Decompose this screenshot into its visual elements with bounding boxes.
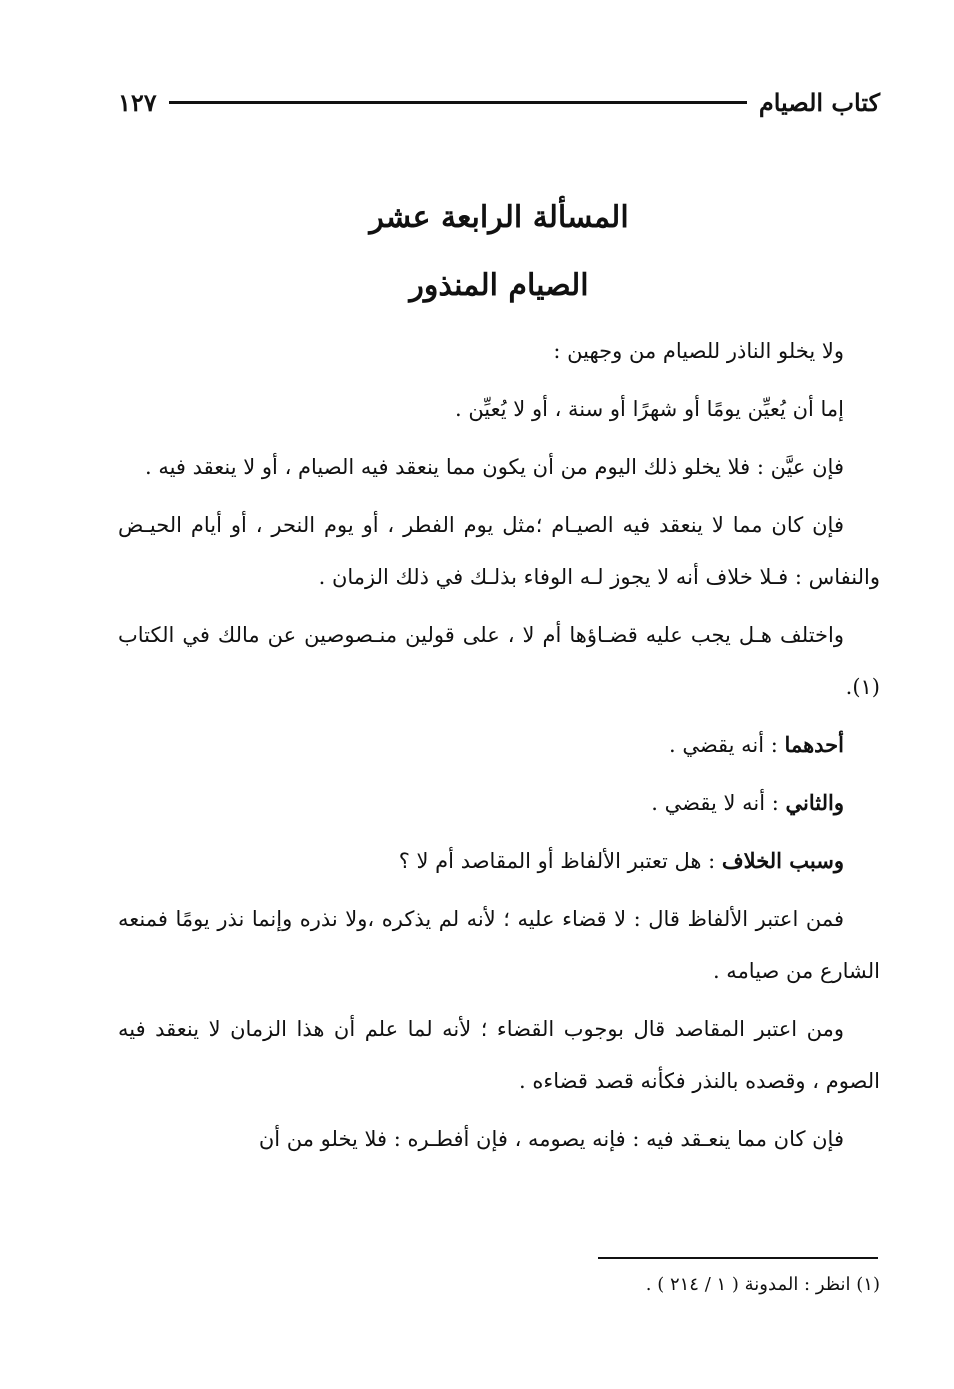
paragraph: فإن عيَّن : فلا يخلو ذلك اليوم من أن يكون مما ينعقد فيه الصيام ، أو لا ينعقد فيه .	[144, 455, 844, 479]
running-header	[118, 84, 880, 120]
page-number: ١٢٧	[118, 87, 157, 117]
paragraph	[118, 719, 880, 771]
paragraph: واختلف هـل يجب عليه قضـاؤها أم لا ، على قولين منـصوصين عن مالك في الكتاب (١).	[118, 623, 880, 699]
footnote-rule	[598, 1257, 878, 1259]
paragraph	[118, 835, 880, 887]
paragraph	[118, 777, 880, 829]
paragraph-rest: : أنه يقضي .	[668, 733, 785, 757]
paragraph-lead: أحدهما	[784, 732, 844, 757]
paragraph: ومن اعتبر المقاصد قال بوجوب القضاء ؛ لأنه لما علم أن هذا الزمان لا ينعقد فيه الصوم ، وقصده بالنذر فكأنه قصد قضاءه .	[118, 1017, 880, 1093]
paragraph: فإن كان مما ينعـقد فيه : فإنه يصومه ، فإن أفطـره : فلا يخلو من أن	[258, 1127, 844, 1151]
paragraph-rest: : أنه لا يقضي .	[651, 791, 786, 815]
footnote: (١) انظر : المدونة ( ١ / ٢١٤ ) .	[645, 1274, 880, 1295]
paragraph-lead: والثاني	[785, 790, 844, 815]
paragraph: إما أن يُعيِّن يومًا أو شهرًا أو سنة ، أو لا يُعيِّن .	[454, 397, 844, 421]
book-title: كتاب الصيام	[758, 87, 880, 117]
paragraph: فإن كان مما لا ينعقد فيه الصيـام ؛مثل يوم الفطر ، أو يوم النحر ، أو أيام الحيـض والنفاس : فـلا خلاف أنه لا يجوز لـه الوفاء بذلـك في ذلك الزمان .	[118, 513, 880, 589]
body-text	[118, 325, 880, 1171]
paragraph: فمن اعتبر الألفاظ قال : لا قضاء عليه ؛ لأنه لم يذكره ،ولا نذره وإنما نذر يومًا فمنعه الشارع من صيامه .	[118, 907, 880, 983]
header-rule	[169, 101, 747, 104]
paragraph: ولا يخلو الناذر للصيام من وجهين :	[553, 339, 844, 363]
issue-heading: المسألة الرابعة عشر	[369, 200, 629, 235]
paragraph-lead: وسبب الخلاف	[721, 848, 844, 873]
paragraph-rest: : هل تعتبر الألفاظ أو المقاصد أم لا ؟	[398, 849, 722, 873]
topic-heading: الصيام المنذور	[409, 268, 589, 303]
